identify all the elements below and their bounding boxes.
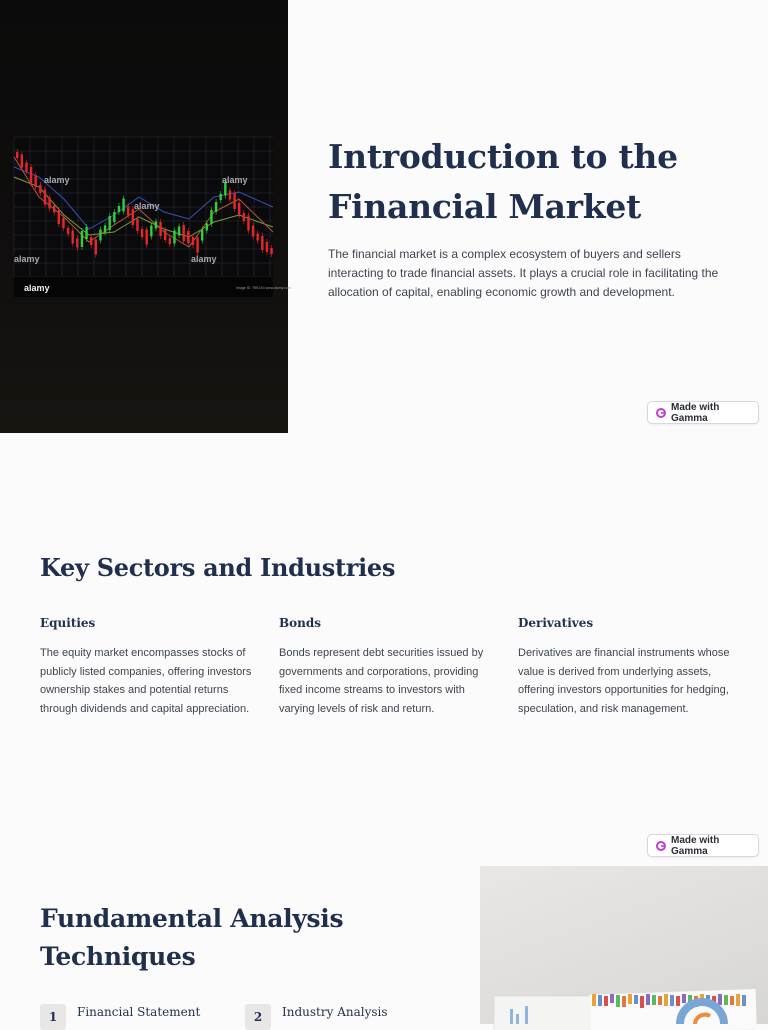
photo-bar-strip (592, 994, 596, 1006)
gamma-logo-icon (656, 841, 666, 851)
image-caption: Image ID: T9K2X4 www.alamy.com (236, 286, 291, 290)
photo-bar-strip (724, 995, 728, 1005)
sector-text: Derivatives are financial instruments whose value is derived from underlying assets, offering investors opportunities for hedging, speculation, and risk management. (518, 647, 730, 715)
photo-bar-strip (676, 996, 680, 1006)
photo-bar-strip (730, 996, 734, 1005)
step-number-badge: 2 (245, 1004, 271, 1030)
made-with-gamma-badge[interactable] (647, 401, 759, 424)
slide2-title: Key Sectors and Industries (40, 553, 396, 582)
photo-bar-strip (610, 994, 614, 1003)
sector-title: Bonds (279, 616, 322, 630)
sector-text: Bonds represent debt securities issued by governments and corporations, providing fixed income streams to investors with varying levels of risk and return. (279, 647, 484, 715)
watermark-text: alamy (191, 254, 217, 264)
watermark-text: alamy (14, 254, 40, 264)
watermark-text: alamy (134, 201, 160, 211)
sector-title: Derivatives (518, 616, 594, 630)
slide1-intro-text: The financial market is a complex ecosystem of buyers and sellers interacting to trade financial assets. It plays a crucial role in facilitating the allocation of capital, enabling economic growth and development. (328, 247, 719, 299)
photo-bar-strip (742, 995, 746, 1006)
photo-bar-strip (682, 994, 686, 1003)
sector-column-equities (40, 616, 255, 718)
photo-bar-strip (658, 996, 662, 1005)
photo-bar-strip (652, 995, 656, 1005)
photo-bar-strip (616, 995, 620, 1007)
analysis-step-2 (245, 1002, 388, 1030)
sector-column-bonds (279, 616, 494, 718)
gamma-logo-icon (656, 408, 666, 418)
photo-bar-strip (622, 996, 626, 1007)
photo-bar-strip (628, 994, 632, 1004)
photo-bar-strip (664, 994, 668, 1006)
badge-label: Made with Gamma (671, 401, 720, 424)
photo-bar-strip (634, 995, 638, 1004)
photo-bar-strip (640, 996, 644, 1008)
sector-column-derivatives (518, 616, 733, 718)
alamy-logo-text: alamy (24, 283, 50, 293)
photo-bar-strip (736, 994, 740, 1006)
slide3-title: Fundamental Analysis Techniques (40, 904, 344, 971)
photo-bar-strip (670, 995, 674, 1006)
hero-image-panel (0, 0, 291, 433)
photo-bar-strip (598, 995, 602, 1006)
photo-bar-strip (718, 994, 722, 1005)
analysis-photo (480, 866, 768, 1024)
step-label: Financial Statement (77, 1005, 201, 1019)
analysis-step-1 (40, 1002, 200, 1030)
step-label: Industry Analysis (282, 1005, 388, 1019)
watermark-text: alamy (222, 175, 248, 185)
stock-chart-image (14, 137, 291, 297)
sector-title: Equities (40, 616, 96, 630)
step-number-badge: 1 (40, 1004, 66, 1030)
made-with-gamma-badge[interactable] (647, 834, 759, 857)
watermark-text: alamy (44, 175, 70, 185)
photo-bar-strip (604, 996, 608, 1006)
sector-text: The equity market encompasses stocks of publicly listed companies, offering investors ownership stakes and potential returns through dividends and capital appreciation. (40, 647, 252, 715)
slide1-title: Introduction to the Financial Market (328, 137, 678, 226)
badge-label: Made with Gamma (671, 834, 720, 857)
photo-bar-strip (646, 994, 650, 1005)
